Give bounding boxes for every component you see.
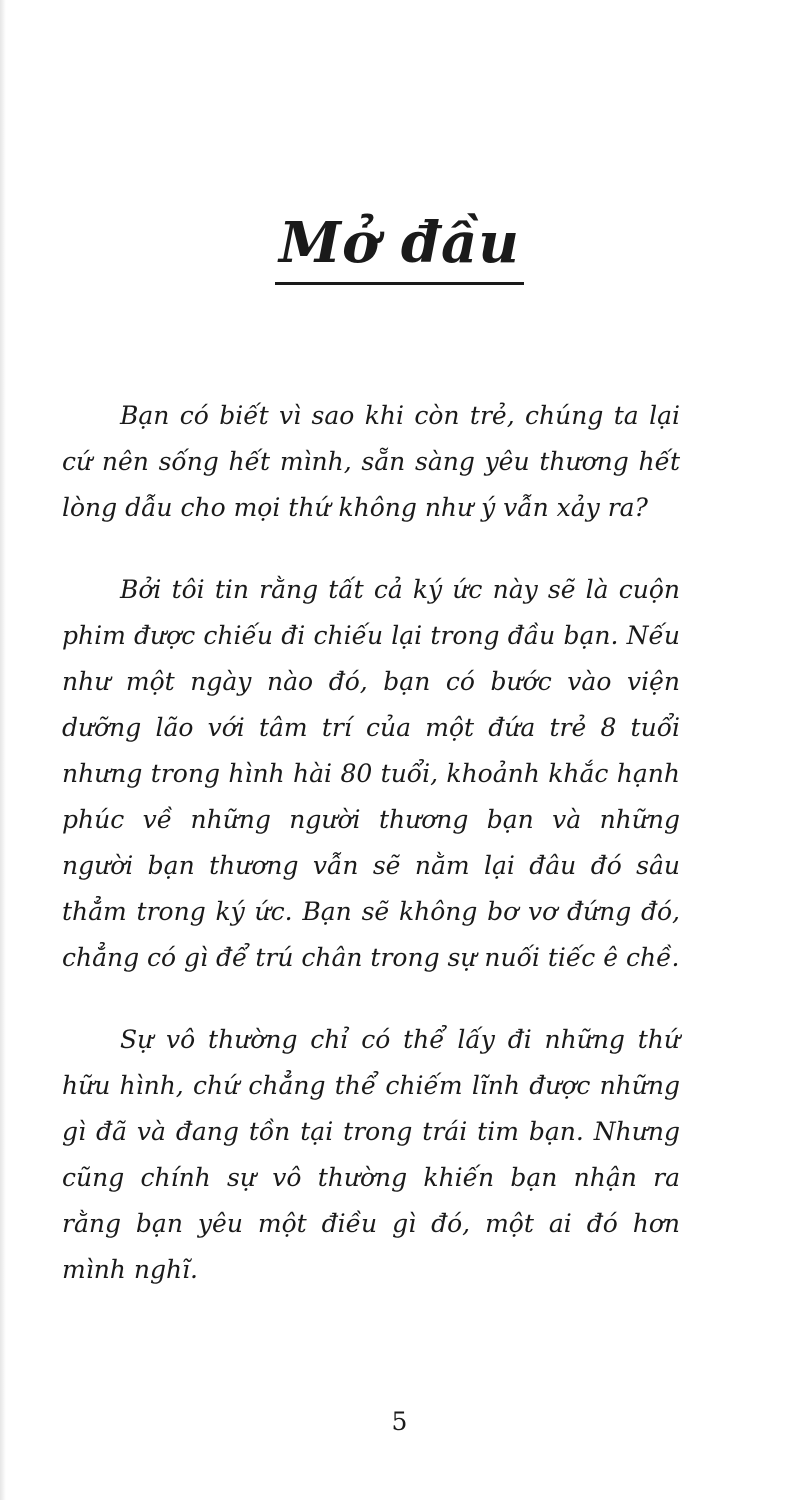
paragraph-2: Bởi tôi tin rằng tất cả ký ức này sẽ là cuộn phim được chiếu đi chiếu lại trong đầu bạn. Nếu như một ngày nào đó, bạn có bước vào viện dưỡng lão với tâm trí của một đứa trẻ 8 tuổi nhưng trong hình hài 80 tuổi, khoảnh khắc hạnh phúc về những người thương bạn và những người bạn thương vẫn sẽ nằm lại đâu đó sâu thẳm trong ký ức. Bạn sẽ không bơ vơ đứng đó, chẳng có gì để trú chân trong sự nuối tiếc ê chề. [62, 575, 680, 972]
chapter-title [0, 210, 799, 276]
chapter-body [62, 393, 680, 1329]
paragraph-1: Bạn có biết vì sao khi còn trẻ, chúng ta lại cứ nên sống hết mình, sẵn sàng yêu thương hết lòng dẫu cho mọi thứ không như ý vẫn xảy ra? [62, 401, 680, 522]
page-number: 5 [391, 1407, 408, 1436]
paragraph-3: Sự vô thường chỉ có thể lấy đi những thứ hữu hình, chứ chẳng thể chiếm lĩnh được những gì đã và đang tồn tại trong trái tim bạn. Nhưng cũng chính sự vô thường khiến bạn nhận ra rằng bạn yêu một điều gì đó, một ai đó hơn mình nghĩ. [62, 1025, 680, 1284]
chapter-title-text: Mở đầu [275, 210, 524, 285]
